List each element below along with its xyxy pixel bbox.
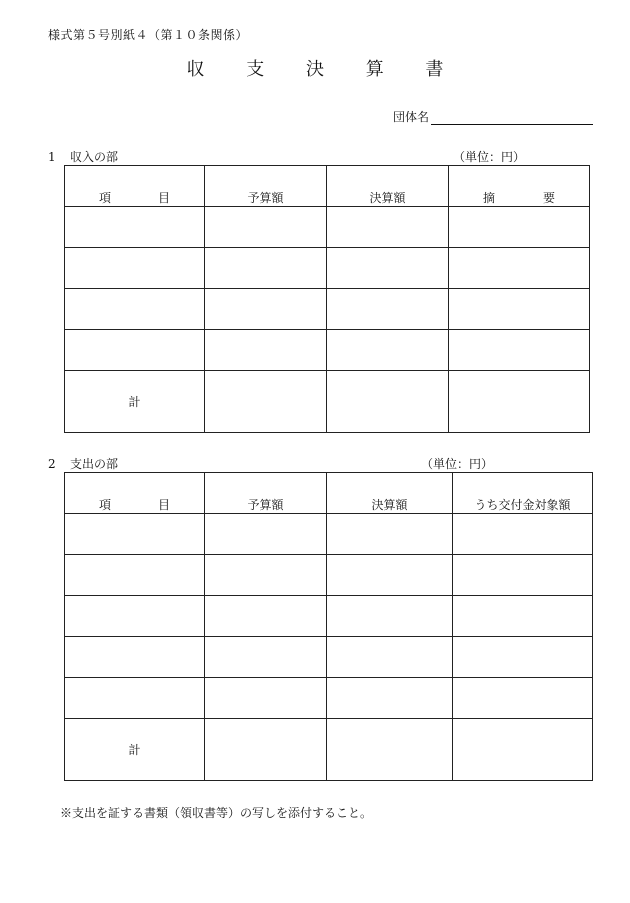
income-unit: （単位：円） (453, 150, 526, 164)
income-section-number: 1 (48, 150, 56, 164)
income-row (65, 330, 590, 371)
income-header-item: 項 目 (65, 166, 205, 207)
expense-row (65, 555, 593, 596)
expense-section-number: 2 (48, 457, 56, 471)
income-header-remarks: 摘 要 (449, 166, 590, 207)
income-header-settlement: 決算額 (327, 166, 449, 207)
expense-header-item: 項 目 (65, 473, 205, 514)
expense-row (65, 514, 593, 555)
attachment-note: ※支出を証する書類（領収書等）の写しを添付すること。 (60, 806, 373, 820)
income-row (65, 207, 590, 248)
income-header-budget: 予算額 (205, 166, 327, 207)
income-row (65, 289, 590, 330)
expense-total-row (65, 719, 593, 781)
expense-total-label: 計 (65, 719, 205, 781)
group-name-field (393, 108, 593, 125)
expense-row (65, 637, 593, 678)
expense-header-budget: 予算額 (205, 473, 327, 514)
expense-unit: （単位：円） (421, 457, 494, 471)
expense-section-label (48, 455, 118, 472)
income-total-label: 計 (65, 371, 205, 433)
expense-section-title: 支出の部 (70, 457, 119, 471)
income-table (64, 165, 590, 433)
expense-row (65, 678, 593, 719)
group-name-input-line[interactable] (431, 110, 593, 125)
income-section-title: 収入の部 (70, 150, 119, 164)
expense-header-grant-target: うち交付金対象額 (453, 473, 593, 514)
income-row (65, 248, 590, 289)
expense-row (65, 596, 593, 637)
group-name-label: 団体名 (393, 110, 430, 124)
expense-table (64, 472, 593, 781)
form-number: 様式第５号別紙４（第１０条関係） (48, 28, 249, 42)
document-title: 収 支 決 算 書 (186, 59, 462, 80)
income-total-row (65, 371, 590, 433)
expense-header-row (65, 473, 593, 514)
expense-header-settlement: 決算額 (327, 473, 453, 514)
income-header-row (65, 166, 590, 207)
income-section-label (48, 148, 118, 165)
